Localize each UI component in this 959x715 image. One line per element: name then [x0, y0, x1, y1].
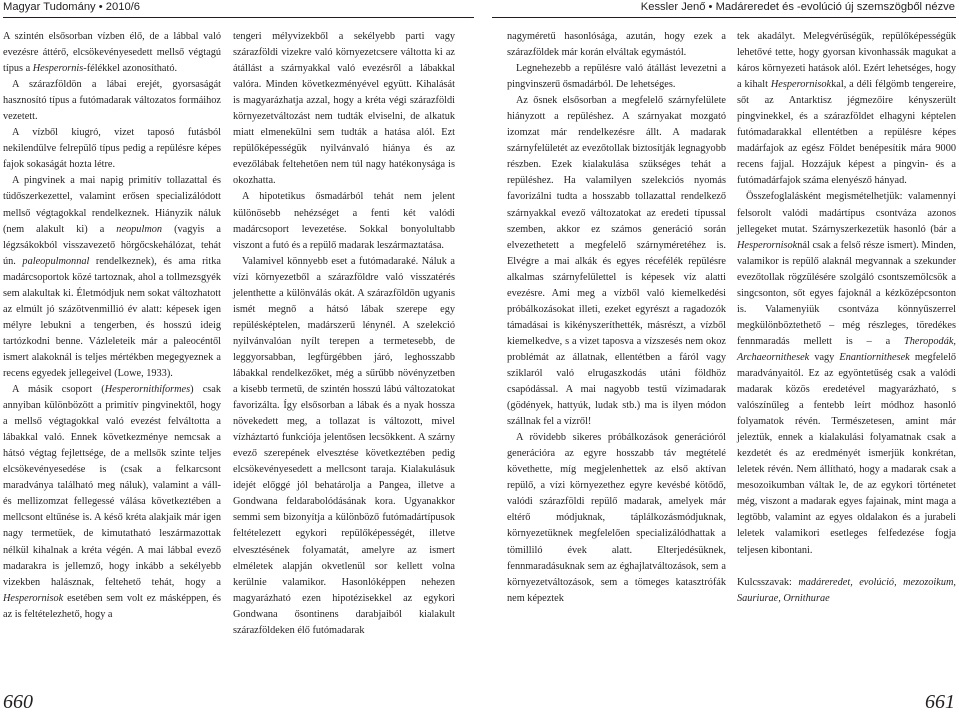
running-header-right: Kessler Jenő • Madáreredet és -evolúció új szemszögből nézve: [640, 1, 955, 13]
paragraph: A szárazföldön a lábai erejét, gyorsaságát hasznosító típus a futómadarak változatos formáihoz vezetett.: [3, 79, 221, 123]
header-rule-right: [492, 17, 956, 18]
running-header-left: Magyar Tudomány • 2010/6: [3, 1, 141, 13]
paragraph: tek akadályt. Melegvérűségük, repülőképességük lehetővé tette, hogy gyorsan kivonhassák magukat a káros környezeti hatások alól. Ezért lehetséges, hogy a kihalt Hesperornisokkal, a déli félgömb tengereire, sőt az Antarktisz jégmezőire kényszerült pingvinekkel, és a szárazföldet elhagyni képtelen futómadarakkal ellentétben a repülésre képes madárfajok az egész Földet benépesítik mára 9000 recens fajjal. Hozzájuk képest a pingvin- és a futómadárfajok száma elenyésző hányad.: [737, 31, 956, 187]
paragraph: A másik csoport (Hesperornithiformes) csak annyiban különbözött a primitív pingvinektől, hogy a mellső végtagokkal való evezést felváltotta a lábakkal való. Ennek következménye nemcsak a hátsó végtag fejlettsége, de a mellsők szinte teljes elcsökevényesedése is (csak a felkarcsont maradványa található meg náluk), valamint a váll- és mellizomzat fellegessé válása következtében a mellcsont eltűnése is. A késő kréta alakjaik már igen nagy termetűek, de kimutatható leszármazottak nélkül kihalnak a kréta végén. A mai lábbal evező madarakra is jellemző, hogy inkább a sekélyebb vizekben halásznak, feltehető tehát, hogy a Hesperornisok esetében sem volt ez másképpen, és az is feltételezhető, hogy a: [3, 384, 221, 620]
keywords-list: madáreredet, evolúció, mezozoikum, Sauriurae, Ornithurae: [737, 576, 956, 604]
paragraph: A szintén elsősorban vízben élő, de a lábbal való evezésre áttérő, elcsökevényesedett mellső végtagú típus a Hesperornis-félékkel azonosítható.: [3, 31, 221, 75]
paragraph: Valamivel könnyebb eset a futómadaraké. Náluk a vízi környezetből a szárazföldre való visszatérés jelenthette a különválás okát. A szárazföldön ugyanis ismét megnő a hátsó lábak szerepe egy repülésképtelen, madárszerű lénynél. A szelekció nyilvánvalóan nyílt terepen a termetesebb, de leggyorsabban, legfürgébben járó, leghosszabb lábakkal rendelkezőket, még a sűrűbb növényzetben a kisebb termetű, de szintén hosszú lábú változatokat favorizálta. Így elsősorban a lábak és a nyak hossza növekedett meg, a tollazat is változott, mivel vízháztartó funkciója jelentősen lecsökkent. A szárny evező szerepének elvesztése következtében pedig elcsökevényesedett a mellcsont taraja. Kialakulásuk idejét előggé jól behatárolja a Pangea, illetve a Gondwana feldarabolódásának kora. Ugyanakkor semmi sem bizonyítja a különböző futómadártípusok feltételezett egykori repülőképességét, illetve elvesztésének folyamatát, amelyre az ismert elméletek alapján okvetlenül sor kellett volna kerülnie valamikor. Hasonlóképpen nehezen magyarázható ezen hipotézisekkel az egykori Gondwana ősontinens darabjaiból kialakult szárazföldeken élő futómadarak: [233, 255, 455, 636]
right-page-column-1: [507, 29, 726, 607]
right-page-column-2: [737, 29, 956, 607]
page-number-left: 660: [3, 691, 33, 713]
paragraph: A vízből kiugró, vizet taposó futásból nekilendülve felrepülő típus pedig a repülésre képes fajok sokaságát hozta létre.: [3, 127, 221, 171]
left-page-column-1: [3, 29, 221, 623]
left-page-column-2: [233, 29, 455, 639]
header-rule-left: [3, 17, 474, 18]
paragraph: A hipotetikus ősmadárból tehát nem jelent különösebb nehézséget a fenti két valódi madárcsoport levezetése. Sokkal bonyolultabb viszont a futó és a repülő madarak leszármaztatása.: [233, 191, 455, 251]
paragraph: A rövidebb sikeres próbálkozások generációról generációra az egyre hosszabb táv megtételé követhette, míg megjelenhettek az első aktívan repülő, a vízi környezethez egyre kevésbé kötődő, valódi szárazföldi repülő madarak, amelyek már eltérő módjuknak, táplálkozásmódjuknak, környezetüknek megfelelően specializálódhattak a tömilliló évek alatt. Elterjedésüknek, fennmaradásuknak sem az éghajlatváltozások, sem a környezetváltozások, sem a tömeges katasztrófák nem képeztek: [507, 432, 726, 604]
paragraph: Összefoglalásként megismételhetjük: valamennyi felsorolt valódi madártípus csontváza azonos jellegeket mutat. Szárnyszerkezetük hasonló (bár a Hesperornisoknál csak a felső része ismert). Minden, valamikor is repülő alaknál megvannak a szekunder evezőtollak rögzülésére szolgáló csontszemölcsök a singcsonton, sőt egyes fajoknál a kézközépcsonton is. Valamenyiük csontváza könnyűszerrel megkülönböztethető – még részleges, töredékes fennmaradás mellett is – a Theropodák, Archaeornithesek vagy Enantiornithesek megfelelő maradványaitól. Ez az egyöntetűség csak a valódi madarak közös eredetével magyarázható, s valószínűleg a fentebb leírt módhoz hasonló folyamatok révén. Természetesen, amint már jeleztük, ennek a kialakulási folyamatnak csak a kezdetét és az eredményét ismerjük konkrétan, leletek révén. Nem állítható, hogy a madarak csak a mesozoikumban váltak le, de az egykori történetet még, viszont a madarak egyes fajainak, mint maga a legtöbb, valamint az egyes oldalakon és a jurabeli leletek valamikori esetleges felfedezése fogja teljesen kibontani.: [737, 191, 956, 556]
paragraph: tengeri mélyvizekből a sekélyebb parti vagy szárazföldi vizekre való környezetcsere váltotta ki az átállást a szárnyakkal való evezésről a lábakkal valóra. Minden következményével együtt. Kihalását is magyarázhatja azzal, hogy a kréta végi szárazföldi környezetváltozást nem tudták elviselni, de alkatuk miatt elmenekülni sem tudták a hatása alól. Ezt repülőképességük nyilvánvaló hiánya és az evezőlábak feltehetően nem túl nagy hatékonysága is okozhatta.: [233, 31, 455, 187]
paragraph: Az ősnek elsősorban a megfelelő szárnyfelülete hiányzott a repüléshez. A szárnyakat mozgató izomzat már rendelkezésre állt. A madarak szárnyfelületét az evezőtollak biztosítják legnagyobb részben. Ezek kialakulása szükséges tehát a repüléshez. Ha valamilyen szelekciós nyomás favorizálni tudta a hosszabb tollazattal rendelkező szárnyakkal evező változatokat az eredeti típussal szemben, akkor ez számos generáció során elvezethetett a megfelelő szárnyméretéhez is. Elvégre a mai alkák és egyes récefélék repülésre alkalmas szárnyfelülettel is képesek víz alatti evezésre. Ami meg a vízből való kiemelkedési próbálkozásokat illeti, ezeket egyrészt a ragadozók támadásai is kikényszeríthették, másrészt, a vízből kiemelkedve, s a vizet taposva a vízszesés nem okoz problémát az állatnak, ellentétben a fáról vagy sziklaról való elrugaszkodás utáni földhöz csapódással. A mai nagyobb testű vízimadarak (gödények, hattyúk, ludak stb.) ma is ilyen módon szállnak fel a vízről!: [507, 95, 726, 428]
keywords-label: Kulcsszavak:: [737, 576, 792, 588]
paragraph: nagyméretű hasonlósága, azután, hogy ezek a szárazföldek már korán elváltak egymástól.: [507, 31, 726, 59]
keywords: [737, 575, 956, 607]
paragraph: Legnehezebb a repülésre való átállást levezetni a pingvinszerű ősmadárból. De lehetséges.: [507, 63, 726, 91]
page-number-right: 661: [925, 691, 955, 713]
paragraph: A pingvinek a mai napig primitív tollazattal és tüdőszerkezettel, valamint erősen specializálódott mellső végtagokkal rendelkeznek. Hiányzik náluk (nem alakult ki) a neopulmon (vagyis a légzsákokból visszavezető hörgőcskehálózat, tehát ún. paleopulmonnal rendelkeznek), és ama ritka madárcsoportok közé tartoznak, ahol a tollmezsgyék sem alakultak ki. Életmódjuk nem sokat változhatott az elmúlt jó százötvenmillió év alatt: képesek igen mélyre lebukni a tengerben, és hosszú ideig tartózkodni benne. Vázleleteik már a paleocéntől ismert alakoknál is teljes mértékben megegyeznek a recens egyedek jellegeivel (Lowe, 1933).: [3, 175, 222, 379]
